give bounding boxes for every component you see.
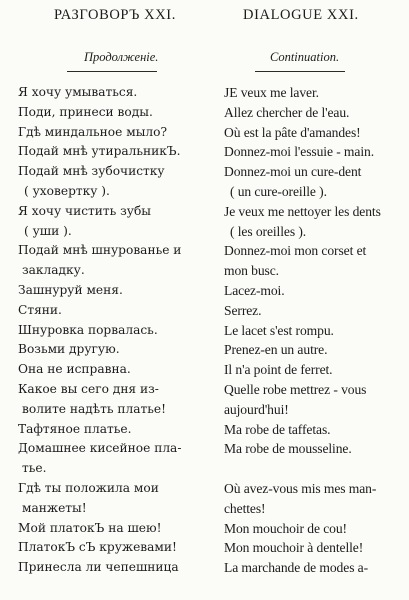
russian-line: закладку.	[22, 263, 85, 278]
russian-line: Подай мнѣ утиральникЪ.	[18, 144, 181, 159]
french-column	[224, 83, 402, 578]
french-header: DIALOGUE XXI.	[243, 7, 359, 23]
russian-column	[18, 83, 218, 578]
russian-line: Подай мнѣ шнурованье и	[18, 243, 182, 258]
french-line: La marchande de modes a-	[224, 560, 369, 576]
french-subheader: Continuation.	[270, 50, 340, 64]
russian-line: Стяни.	[18, 302, 62, 317]
french-line: Mon mouchoir à dentelle!	[224, 540, 364, 556]
russian-subheader-rule	[67, 71, 157, 72]
french-line: JE veux me laver.	[224, 85, 319, 100]
russian-line: Она не исправна.	[18, 362, 131, 377]
french-line: Où avez-vous mis mes man-	[224, 480, 377, 496]
french-line: Donnez-moi l'essuie - main.	[224, 144, 374, 160]
russian-line: Гдѣ миндальное мыло?	[18, 124, 168, 139]
russian-line: Какое вы сего дня из-	[18, 381, 159, 396]
russian-line: Подай мнѣ зубочистку	[18, 164, 165, 179]
russian-line: волите надѣть платье!	[22, 401, 167, 416]
russian-line: Мой платокЪ на шею!	[18, 520, 162, 535]
french-line: Je veux me nettoyer les dents	[224, 203, 381, 219]
russian-line: Поди, принеси воды.	[18, 104, 153, 119]
french-line: ( les oreilles ).	[230, 223, 307, 239]
russian-subheader: Продолженіе.	[84, 50, 159, 64]
french-line: Lacez-moi.	[224, 282, 285, 298]
french-line: Serrez.	[224, 302, 262, 318]
french-line: mon busc.	[224, 263, 279, 279]
russian-line: ПлатокЪ сЪ кружевами!	[18, 540, 177, 555]
french-subheader-rule	[255, 71, 345, 72]
french-line: chettes!	[224, 500, 266, 516]
french-line: Prenez-en un autre.	[224, 342, 328, 358]
french-line: Ma robe de taffetas.	[224, 421, 331, 437]
russian-line: тье.	[22, 461, 47, 476]
russian-header: РАЗГОВОРЪ XXI.	[54, 7, 176, 23]
french-line: Il n'a point de ferret.	[224, 362, 333, 378]
french-line: Ma robe de mousseline.	[224, 441, 352, 457]
russian-line: Гдѣ ты положила мои	[18, 480, 159, 495]
russian-line: Тафтяное платье.	[18, 421, 132, 436]
russian-line: Домашнее кисейное пла-	[18, 441, 182, 456]
french-line: Donnez-moi mon corset et	[224, 243, 367, 259]
russian-line: Я хочу чистить зубы	[18, 203, 152, 218]
russian-line: Принесла ли чепешница	[18, 560, 179, 575]
french-line: Mon mouchoir de cou!	[224, 520, 347, 536]
french-line: aujourd'hui!	[224, 401, 289, 417]
russian-line: Я хочу умываться.	[18, 85, 138, 99]
french-line	[224, 459, 402, 479]
russian-line: Возьми другую.	[18, 342, 120, 357]
french-line: Donnez-moi un cure-dent	[224, 164, 362, 180]
french-line: Où est la pâte d'amandes!	[224, 124, 361, 140]
french-line: Quelle robe mettrez - vous	[224, 381, 367, 397]
russian-line: Шнуровка порвалась.	[18, 322, 158, 337]
french-line: ( un cure-oreille ).	[230, 183, 327, 199]
french-line: Allez chercher de l'eau.	[224, 104, 350, 120]
russian-line: ( уховертку ).	[24, 183, 110, 198]
russian-line: манжеты!	[22, 500, 87, 515]
french-line: Le lacet s'est rompu.	[224, 322, 334, 338]
russian-line: Зашнуруй меня.	[18, 282, 123, 297]
russian-line: ( уши ).	[24, 223, 72, 238]
